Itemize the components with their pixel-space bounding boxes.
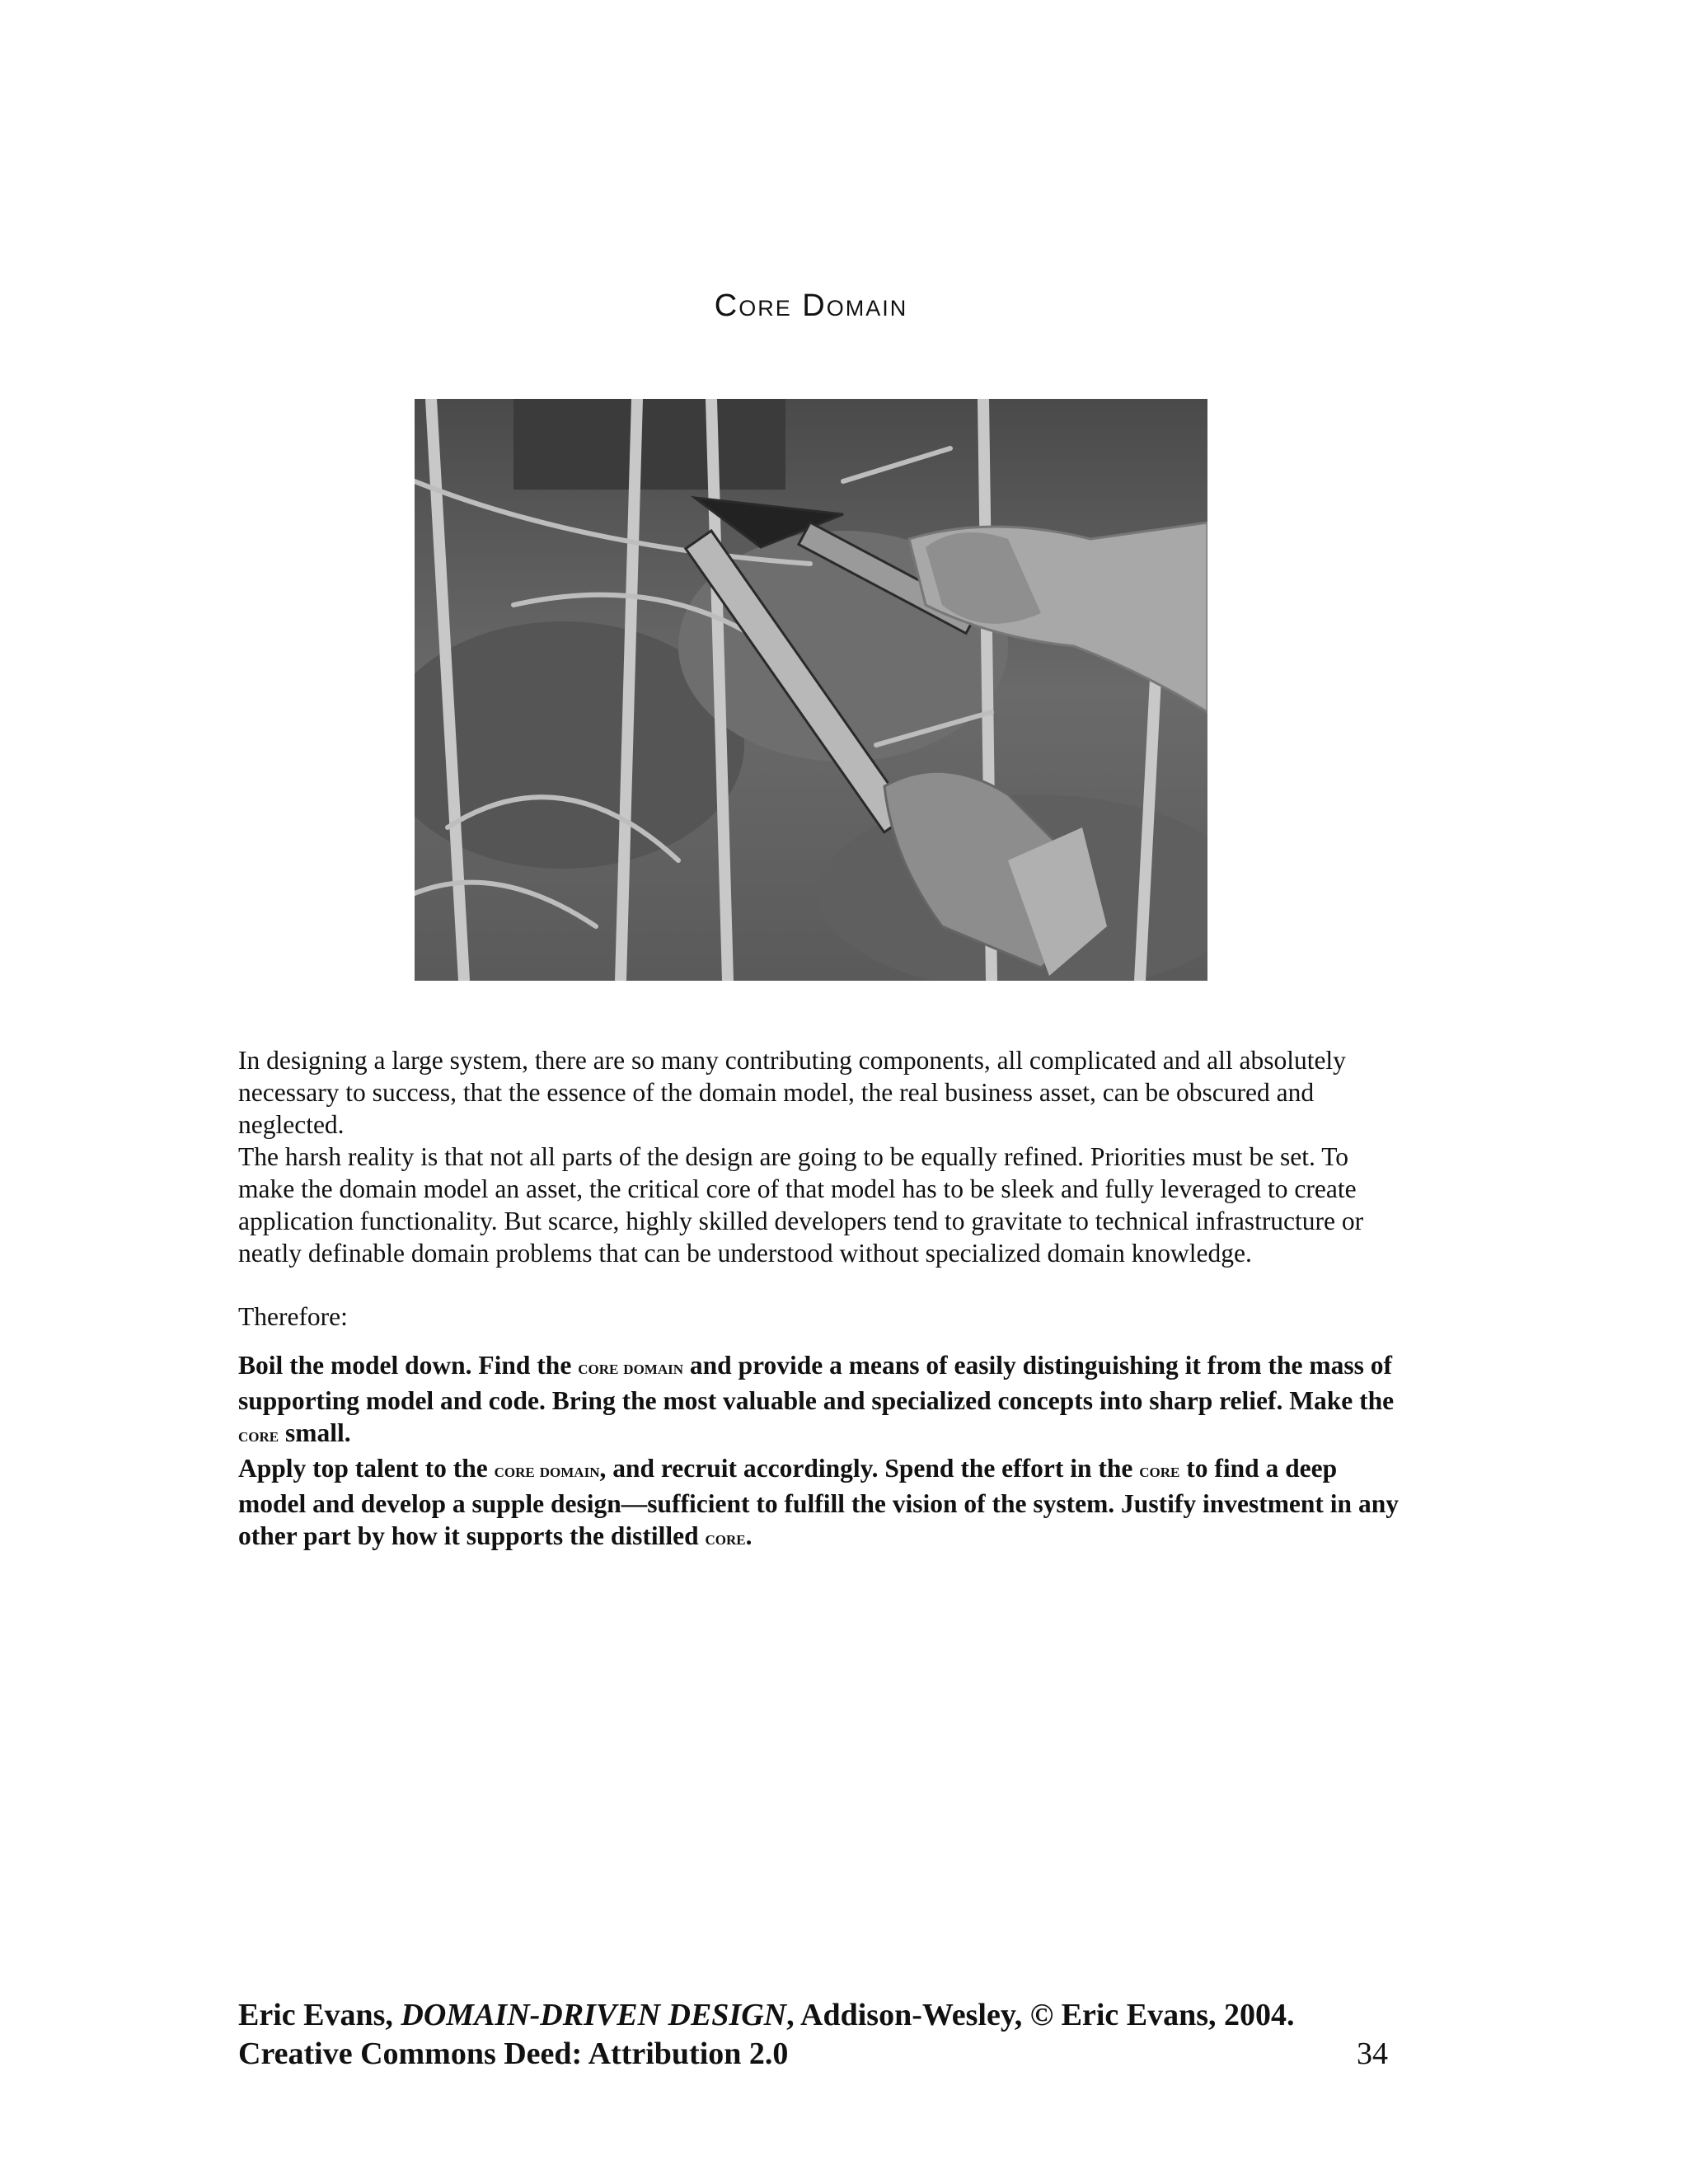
bold-statement-2: Apply top talent to the core domain, and recruit accordingly. Spend the effort in the core to find a deep model and develop a supple design—sufficient to fulfill the vision of the system. Justify investment in any other part by how it supports the distilled core. [238,1454,1399,1550]
bold-statement-1: Boil the model down. Find the core domain and provide a means of easily distinguishing it from the mass of supporting model and code. Bring the most valuable and specialized concepts into sharp relief. Make the core small. [238,1351,1395,1447]
paragraph-reality: The harsh reality is that not all parts of the design are going to be equally refined. Priorities must be set. To make the domain model an asset, the critical core of that model has to be sleek and fully leveraged to create application functionality. But scarce, highly skilled developers tend to gravitate to technical infrastructure or neatly definable domain problems that can be understood without specialized domain knowledge. [238,1142,1364,1268]
page-number: 34 [1357,2036,1388,2071]
page-footer [238,1996,1388,2074]
body-text [238,1044,1409,1555]
footer-license: Creative Commons Deed: Attribution 2.0 [238,2036,789,2071]
therefore-label: Therefore: [238,1302,348,1331]
paragraph-intro: In designing a large system, there are so many contributing components, all complicated and all absolutely necessary to success, that the essence of the domain model, the real business asset, can be obscured and neglected. [238,1046,1346,1139]
footer-citation: Eric Evans, DOMAIN-DRIVEN DESIGN, Addison-Wesley, © Eric Evans, 2004. [238,1998,1295,2032]
pruning-photo [415,399,1207,981]
pruning-photo-image [415,399,1207,981]
page-title: Core Domain [714,288,908,323]
